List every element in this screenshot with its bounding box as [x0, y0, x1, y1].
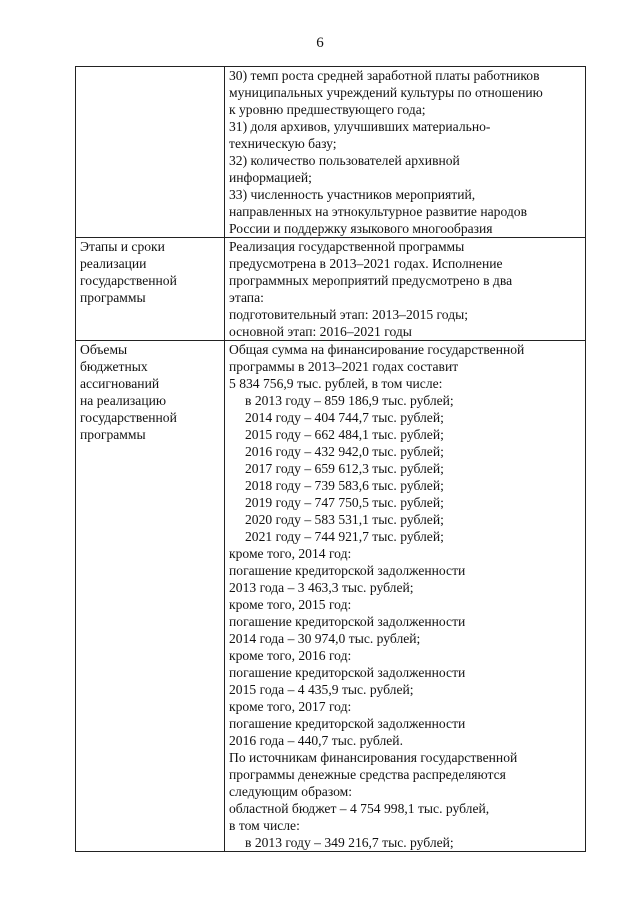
table-row-stages	[76, 238, 586, 341]
row-label-line: Объемы	[80, 342, 128, 357]
row-label-cell	[76, 67, 225, 238]
row-content-line: 33) численность участников мероприятий,	[229, 187, 476, 202]
row-content-line: 2016 году – 432 942,0 тыс. рублей;	[245, 444, 444, 459]
row-content-line: 2014 года – 30 974,0 тыс. рублей;	[229, 631, 421, 646]
row-content-line: 30) темп роста средней заработной платы работников	[229, 68, 540, 83]
row-label-line: программы	[80, 290, 146, 305]
table-row-indicators	[76, 67, 586, 238]
row-content-line: 5 834 756,9 тыс. рублей, в том числе:	[229, 376, 443, 391]
row-content-line: техническую базу;	[229, 136, 337, 151]
row-content-line: муниципальных учреждений культуры по отношению	[229, 85, 543, 100]
row-content-line: кроме того, 2014 год:	[229, 546, 352, 561]
row-content-line: 31) доля архивов, улучшивших материально-	[229, 119, 491, 134]
row-content-line: 2017 году – 659 612,3 тыс. рублей;	[245, 461, 444, 476]
row-content-line: направленных на этнокультурное развитие народов	[229, 204, 528, 219]
row-content-line: 2016 года – 440,7 тыс. рублей.	[229, 733, 403, 748]
row-content-cell	[225, 238, 586, 341]
row-content-line: программных мероприятий предусмотрено в два	[229, 273, 513, 288]
row-content-line: к уровню предшествующего года;	[229, 102, 426, 117]
row-content-line: этапа:	[229, 290, 264, 305]
row-content-line: 2019 году – 747 750,5 тыс. рублей;	[245, 495, 444, 510]
row-content-line: 2013 года – 3 463,3 тыс. рублей;	[229, 580, 414, 595]
row-content-line: подготовительный этап: 2013–2015 годы;	[229, 307, 469, 322]
row-content-line: погашение кредиторской задолженности	[229, 665, 466, 680]
row-content-line: погашение кредиторской задолженности	[229, 614, 466, 629]
row-content-line: информацией;	[229, 170, 312, 185]
row-content-line: в том числе:	[229, 818, 300, 833]
row-content-line: России и поддержку языкового многообразия	[229, 221, 493, 236]
row-label-line: ассигнований	[80, 376, 160, 391]
row-content-line: предусмотрена в 2013–2021 годах. Исполнение	[229, 256, 503, 271]
row-content-line: программы денежные средства распределяются	[229, 767, 506, 782]
row-content-line: кроме того, 2016 год:	[229, 648, 352, 663]
row-content-line: в 2013 году – 349 216,7 тыс. рублей;	[245, 835, 454, 850]
row-content-cell	[225, 341, 586, 852]
row-content-line: следующим образом:	[229, 784, 353, 799]
row-content-line: 2020 году – 583 531,1 тыс. рублей;	[245, 512, 444, 527]
row-content-line: кроме того, 2017 год:	[229, 699, 352, 714]
row-content-line: Общая сумма на финансирование государственной	[229, 342, 525, 357]
row-label-line: программы	[80, 427, 146, 442]
row-label-line: государственной	[80, 410, 177, 425]
row-label-line: на реализацию	[80, 393, 167, 408]
row-label-cell	[76, 341, 225, 852]
row-label-line: бюджетных	[80, 359, 148, 374]
row-content-cell	[225, 67, 586, 238]
row-content-line: 2014 году – 404 744,7 тыс. рублей;	[245, 410, 444, 425]
row-content-line: По источникам финансирования государственной	[229, 750, 518, 765]
row-content-line: погашение кредиторской задолженности	[229, 563, 466, 578]
row-content-line: 32) количество пользователей архивной	[229, 153, 460, 168]
row-label-line: государственной	[80, 273, 177, 288]
row-content-line: 2021 году – 744 921,7 тыс. рублей;	[245, 529, 444, 544]
row-content-line: Реализация государственной программы	[229, 239, 465, 254]
row-content-line: 2015 году – 662 484,1 тыс. рублей;	[245, 427, 444, 442]
row-content-line: погашение кредиторской задолженности	[229, 716, 466, 731]
row-content-line: 2018 году – 739 583,6 тыс. рублей;	[245, 478, 444, 493]
row-content-line: кроме того, 2015 год:	[229, 597, 352, 612]
row-label-line: Этапы и сроки	[80, 239, 165, 254]
row-label-line: реализации	[80, 256, 147, 271]
program-passport-table	[75, 66, 586, 852]
row-content-line: программы в 2013–2021 годах составит	[229, 359, 459, 374]
row-content-line: областной бюджет – 4 754 998,1 тыс. рублей,	[229, 801, 490, 816]
row-content-line: в 2013 году – 859 186,9 тыс. рублей;	[245, 393, 454, 408]
row-label-cell	[76, 238, 225, 341]
page-number: 6	[316, 35, 324, 51]
row-content-line: 2015 года – 4 435,9 тыс. рублей;	[229, 682, 414, 697]
table-row-budget	[76, 341, 586, 852]
row-content-line: основной этап: 2016–2021 годы	[229, 324, 412, 339]
